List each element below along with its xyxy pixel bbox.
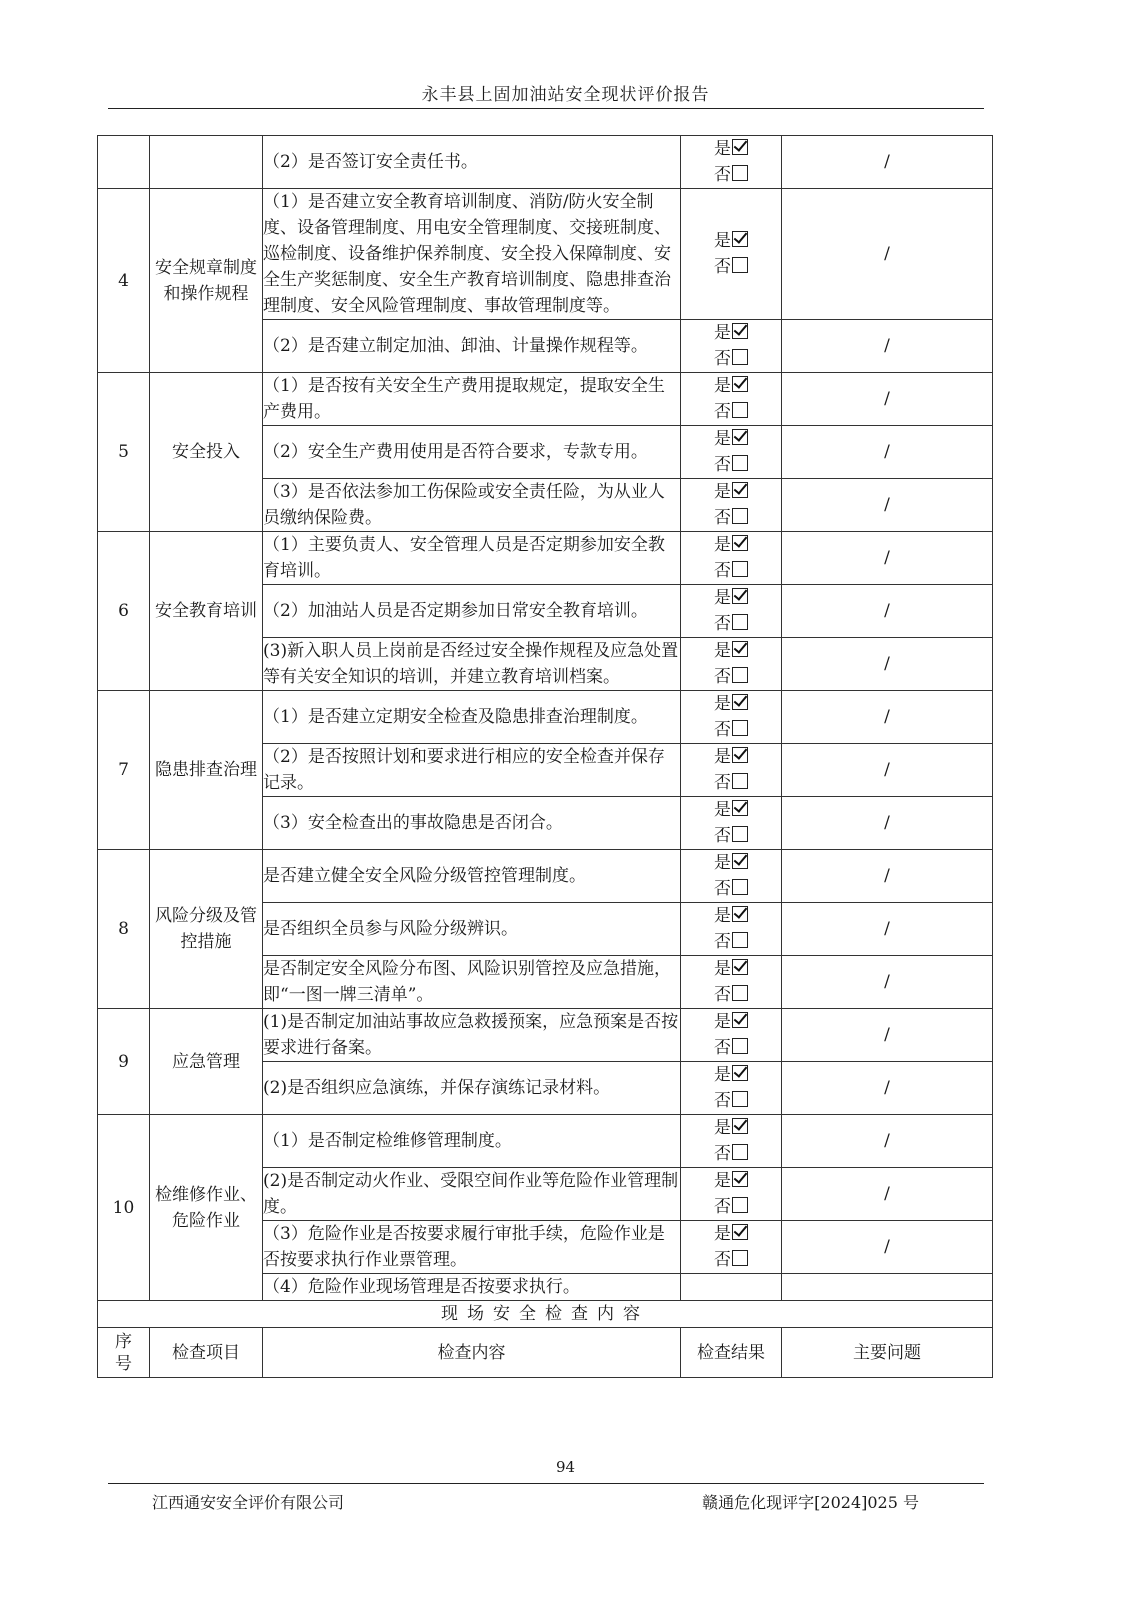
checked-box-icon	[732, 853, 748, 869]
yes-no-checkboxes	[714, 373, 748, 425]
inspection-content-cell: （1）是否建立定期安全检查及隐患排查治理制度。	[263, 691, 681, 744]
checked-box-icon	[732, 231, 748, 247]
yes-label: 是	[714, 641, 731, 661]
table-row	[98, 136, 993, 189]
item-number-cell: 4	[98, 189, 150, 373]
yes-no-checkboxes	[714, 479, 748, 531]
yes-no-checkboxes	[714, 426, 748, 478]
checked-box-icon	[732, 641, 748, 657]
yes-option	[714, 136, 748, 162]
no-label: 否	[714, 1091, 731, 1111]
no-label: 否	[714, 932, 731, 952]
main-issue-cell: /	[782, 903, 993, 956]
no-option	[714, 346, 748, 372]
no-option	[714, 162, 748, 188]
checkbox-icon	[732, 402, 748, 418]
main-issue-cell: /	[782, 1062, 993, 1115]
inspection-result-cell	[681, 1168, 782, 1221]
no-label: 否	[714, 257, 731, 277]
yes-no-checkboxes	[714, 136, 748, 188]
checkbox-icon	[732, 349, 748, 365]
yes-no-checkboxes	[714, 320, 748, 372]
checked-box-icon	[732, 959, 748, 975]
no-option	[714, 1088, 748, 1114]
inspection-content-cell: （3）是否依法参加工伤保险或安全责任险，为从业人员缴纳保险费。	[263, 479, 681, 532]
checkbox-icon	[732, 1144, 748, 1160]
yes-no-checkboxes	[714, 532, 748, 584]
no-label: 否	[714, 773, 731, 793]
header-result: 检查结果	[681, 1328, 782, 1378]
checkbox-icon	[732, 561, 748, 577]
yes-no-checkboxes	[714, 1009, 748, 1061]
no-option	[714, 1035, 748, 1061]
inspection-content-cell: （4）危险作业现场管理是否按要求执行。	[263, 1274, 681, 1301]
checked-box-icon	[732, 588, 748, 604]
checked-box-icon	[732, 535, 748, 551]
no-option	[714, 664, 748, 690]
inspection-item-cell: 安全教育培训	[150, 532, 263, 691]
no-label: 否	[714, 1144, 731, 1164]
no-option	[714, 1141, 748, 1167]
no-option	[714, 929, 748, 955]
yes-option	[714, 320, 748, 346]
inspection-content-cell: 是否建立健全安全风险分级管控管理制度。	[263, 850, 681, 903]
yes-option	[714, 903, 748, 929]
yes-option	[714, 479, 748, 505]
yes-no-checkboxes	[714, 1115, 748, 1167]
checkbox-icon	[732, 614, 748, 630]
checked-box-icon	[732, 800, 748, 816]
header-number: 序号	[98, 1328, 150, 1378]
checked-box-icon	[732, 139, 748, 155]
checked-box-icon	[732, 482, 748, 498]
table-header-row	[98, 1328, 993, 1378]
yes-option	[714, 532, 748, 558]
no-label: 否	[714, 879, 731, 899]
yes-no-checkboxes	[714, 1221, 748, 1273]
no-option	[714, 770, 748, 796]
no-option	[714, 1194, 748, 1220]
header-rule	[108, 108, 984, 109]
yes-option	[714, 1062, 748, 1088]
inspection-item-cell	[150, 136, 263, 189]
no-label: 否	[714, 1250, 731, 1270]
table-row	[98, 189, 993, 320]
yes-label: 是	[714, 906, 731, 926]
yes-option	[714, 1221, 748, 1247]
no-label: 否	[714, 985, 731, 1005]
main-issue-cell: /	[782, 136, 993, 189]
inspection-result-cell	[681, 585, 782, 638]
checked-box-icon	[732, 1012, 748, 1028]
no-label: 否	[714, 455, 731, 475]
yes-option	[714, 1009, 748, 1035]
yes-no-checkboxes	[714, 1062, 748, 1114]
yes-label: 是	[714, 429, 731, 449]
inspection-result-cell	[681, 744, 782, 797]
checkbox-icon	[732, 165, 748, 181]
no-option	[714, 254, 748, 280]
checked-box-icon	[732, 323, 748, 339]
yes-label: 是	[714, 1065, 731, 1085]
inspection-item-cell: 隐患排查治理	[150, 691, 263, 850]
checkbox-icon	[732, 879, 748, 895]
main-issue-cell: /	[782, 1221, 993, 1274]
checkbox-icon	[732, 508, 748, 524]
inspection-content-cell: (3)新入职人员上岗前是否经过安全操作规程及应急处置等有关安全知识的培训，并建立教育培训档案。	[263, 638, 681, 691]
main-issue-cell: /	[782, 1115, 993, 1168]
inspection-result-cell	[681, 1221, 782, 1274]
no-option	[714, 558, 748, 584]
inspection-content-cell: （2）是否按照计划和要求进行相应的安全检查并保存记录。	[263, 744, 681, 797]
checked-box-icon	[732, 694, 748, 710]
yes-label: 是	[714, 231, 731, 251]
section-title: 现场安全检查内容	[98, 1301, 993, 1328]
yes-option	[714, 1168, 748, 1194]
no-label: 否	[714, 667, 731, 687]
no-option	[714, 505, 748, 531]
no-label: 否	[714, 1197, 731, 1217]
table-row	[98, 850, 993, 903]
inspection-item-cell: 安全规章制度和操作规程	[150, 189, 263, 373]
inspection-content-cell: （3）危险作业是否按要求履行审批手续，危险作业是否按要求执行作业票管理。	[263, 1221, 681, 1274]
yes-label: 是	[714, 376, 731, 396]
no-label: 否	[714, 402, 731, 422]
yes-label: 是	[714, 139, 731, 159]
inspection-result-cell	[681, 903, 782, 956]
main-issue-cell: /	[782, 691, 993, 744]
main-issue-cell: /	[782, 797, 993, 850]
yes-no-checkboxes	[714, 797, 748, 849]
inspection-content-cell: （2）加油站人员是否定期参加日常安全教育培训。	[263, 585, 681, 638]
inspection-content-cell: (2)是否组织应急演练，并保存演练记录材料。	[263, 1062, 681, 1115]
checked-box-icon	[732, 429, 748, 445]
yes-no-checkboxes	[714, 691, 748, 743]
inspection-result-cell	[681, 479, 782, 532]
footer-company: 江西通安安全评价有限公司	[152, 1493, 345, 1512]
section-title-row	[98, 1301, 993, 1328]
item-number-cell: 6	[98, 532, 150, 691]
checkbox-icon	[732, 455, 748, 471]
main-issue-cell: /	[782, 1009, 993, 1062]
inspection-content-cell: （1）是否按有关安全生产费用提取规定，提取安全生产费用。	[263, 373, 681, 426]
table-row	[98, 1115, 993, 1168]
yes-no-checkboxes	[714, 1168, 748, 1220]
yes-no-checkboxes	[714, 956, 748, 1008]
yes-option	[714, 373, 748, 399]
inspection-table	[97, 135, 993, 1378]
no-option	[714, 876, 748, 902]
yes-option	[714, 691, 748, 717]
footer-doc-number: 赣通危化现评字[2024]025 号	[702, 1493, 919, 1512]
main-issue-cell: /	[782, 638, 993, 691]
inspection-result-cell	[681, 1062, 782, 1115]
main-issue-cell: /	[782, 956, 993, 1009]
yes-label: 是	[714, 1224, 731, 1244]
yes-no-checkboxes	[714, 228, 748, 280]
inspection-content-cell: 是否组织全员参与风险分级辨识。	[263, 903, 681, 956]
yes-label: 是	[714, 853, 731, 873]
no-label: 否	[714, 349, 731, 369]
yes-option	[714, 228, 748, 254]
inspection-content-cell: （2）是否签订安全责任书。	[263, 136, 681, 189]
main-issue-cell: /	[782, 320, 993, 373]
inspection-result-cell	[681, 850, 782, 903]
inspection-content-cell: （1）主要负责人、安全管理人员是否定期参加安全教育培训。	[263, 532, 681, 585]
yes-option	[714, 426, 748, 452]
item-number-cell: 7	[98, 691, 150, 850]
checkbox-icon	[732, 985, 748, 1001]
yes-label: 是	[714, 1118, 731, 1138]
inspection-result-cell	[681, 691, 782, 744]
inspection-item-cell: 风险分级及管控措施	[150, 850, 263, 1009]
checked-box-icon	[732, 1224, 748, 1240]
inspection-content-cell: (1)是否制定加油站事故应急救援预案，应急预案是否按要求进行备案。	[263, 1009, 681, 1062]
no-option	[714, 1247, 748, 1273]
checkbox-icon	[732, 667, 748, 683]
inspection-result-cell	[681, 426, 782, 479]
yes-label: 是	[714, 1171, 731, 1191]
checkbox-icon	[732, 826, 748, 842]
footer-rule	[108, 1483, 984, 1484]
inspection-item-cell: 应急管理	[150, 1009, 263, 1115]
checkbox-icon	[732, 720, 748, 736]
checked-box-icon	[732, 1118, 748, 1134]
yes-label: 是	[714, 1012, 731, 1032]
inspection-content-cell: (2)是否制定动火作业、受限空间作业等危险作业管理制度。	[263, 1168, 681, 1221]
item-number-cell: 9	[98, 1009, 150, 1115]
no-option	[714, 399, 748, 425]
yes-label: 是	[714, 800, 731, 820]
checkbox-icon	[732, 1038, 748, 1054]
yes-label: 是	[714, 535, 731, 555]
inspection-content-cell: 是否制定安全风险分布图、风险识别管控及应急措施，即“一图一牌三清单”。	[263, 956, 681, 1009]
yes-no-checkboxes	[714, 585, 748, 637]
no-label: 否	[714, 561, 731, 581]
header-item: 检查项目	[150, 1328, 263, 1378]
yes-no-checkboxes	[714, 903, 748, 955]
inspection-result-cell	[681, 373, 782, 426]
yes-no-checkboxes	[714, 850, 748, 902]
inspection-item-cell: 检维修作业、危险作业	[150, 1115, 263, 1301]
inspection-result-cell	[681, 638, 782, 691]
main-issue-cell: /	[782, 532, 993, 585]
checkbox-icon	[732, 773, 748, 789]
no-label: 否	[714, 165, 731, 185]
main-issue-cell: /	[782, 373, 993, 426]
inspection-result-cell	[681, 1115, 782, 1168]
yes-option	[714, 956, 748, 982]
inspection-result-cell	[681, 797, 782, 850]
yes-option	[714, 850, 748, 876]
item-number-cell: 10	[98, 1115, 150, 1301]
yes-label: 是	[714, 323, 731, 343]
inspection-content-cell: （2）是否建立制定加油、卸油、计量操作规程等。	[263, 320, 681, 373]
header-issue: 主要问题	[782, 1328, 993, 1378]
main-issue-cell: /	[782, 479, 993, 532]
item-number-cell	[98, 136, 150, 189]
no-option	[714, 823, 748, 849]
yes-label: 是	[714, 482, 731, 502]
inspection-result-cell	[681, 532, 782, 585]
yes-no-checkboxes	[714, 638, 748, 690]
table-row	[98, 373, 993, 426]
inspection-content-cell: （1）是否制定检维修管理制度。	[263, 1115, 681, 1168]
no-label: 否	[714, 720, 731, 740]
inspection-content-cell: （3）安全检查出的事故隐患是否闭合。	[263, 797, 681, 850]
main-issue-cell	[782, 1274, 993, 1301]
inspection-item-cell: 安全投入	[150, 373, 263, 532]
checked-box-icon	[732, 376, 748, 392]
inspection-result-cell	[681, 1009, 782, 1062]
checked-box-icon	[732, 747, 748, 763]
yes-no-checkboxes	[714, 744, 748, 796]
no-label: 否	[714, 508, 731, 528]
inspection-result-cell	[681, 956, 782, 1009]
header-content: 检查内容	[263, 1328, 681, 1378]
checked-box-icon	[732, 1065, 748, 1081]
yes-label: 是	[714, 694, 731, 714]
no-label: 否	[714, 826, 731, 846]
no-option	[714, 982, 748, 1008]
item-number-cell: 5	[98, 373, 150, 532]
no-label: 否	[714, 614, 731, 634]
no-option	[714, 452, 748, 478]
inspection-result-cell	[681, 1274, 782, 1301]
inspection-result-cell	[681, 189, 782, 320]
table-row	[98, 1009, 993, 1062]
yes-option	[714, 744, 748, 770]
main-issue-cell: /	[782, 744, 993, 797]
no-option	[714, 611, 748, 637]
main-issue-cell: /	[782, 585, 993, 638]
main-issue-cell: /	[782, 1168, 993, 1221]
report-title: 永丰县上固加油站安全现状评价报告	[421, 85, 710, 105]
table-row	[98, 691, 993, 744]
page-number: 94	[555, 1458, 576, 1476]
checkbox-icon	[732, 1091, 748, 1107]
checkbox-icon	[732, 932, 748, 948]
main-issue-cell: /	[782, 189, 993, 320]
yes-label: 是	[714, 959, 731, 979]
inspection-content-cell: （2）安全生产费用使用是否符合要求，专款专用。	[263, 426, 681, 479]
checkbox-icon	[732, 1197, 748, 1213]
no-option	[714, 717, 748, 743]
checkbox-icon	[732, 257, 748, 273]
yes-label: 是	[714, 747, 731, 767]
yes-option	[714, 585, 748, 611]
inspection-result-cell	[681, 136, 782, 189]
main-issue-cell: /	[782, 426, 993, 479]
inspection-result-cell	[681, 320, 782, 373]
checked-box-icon	[732, 1171, 748, 1187]
inspection-content-cell: （1）是否建立安全教育培训制度、消防/防火安全制度、设备管理制度、用电安全管理制度、交接班制度、巡检制度、设备维护保养制度、安全投入保障制度、安全生产奖惩制度、安全生产教育培训制度、隐患排查治理制度、安全风险管理制度、事故管理制度等。	[263, 189, 681, 320]
item-number-cell: 8	[98, 850, 150, 1009]
table-row	[98, 532, 993, 585]
checked-box-icon	[732, 906, 748, 922]
yes-option	[714, 638, 748, 664]
no-label: 否	[714, 1038, 731, 1058]
checkbox-icon	[732, 1250, 748, 1266]
main-issue-cell: /	[782, 850, 993, 903]
yes-option	[714, 797, 748, 823]
yes-option	[714, 1115, 748, 1141]
yes-label: 是	[714, 588, 731, 608]
